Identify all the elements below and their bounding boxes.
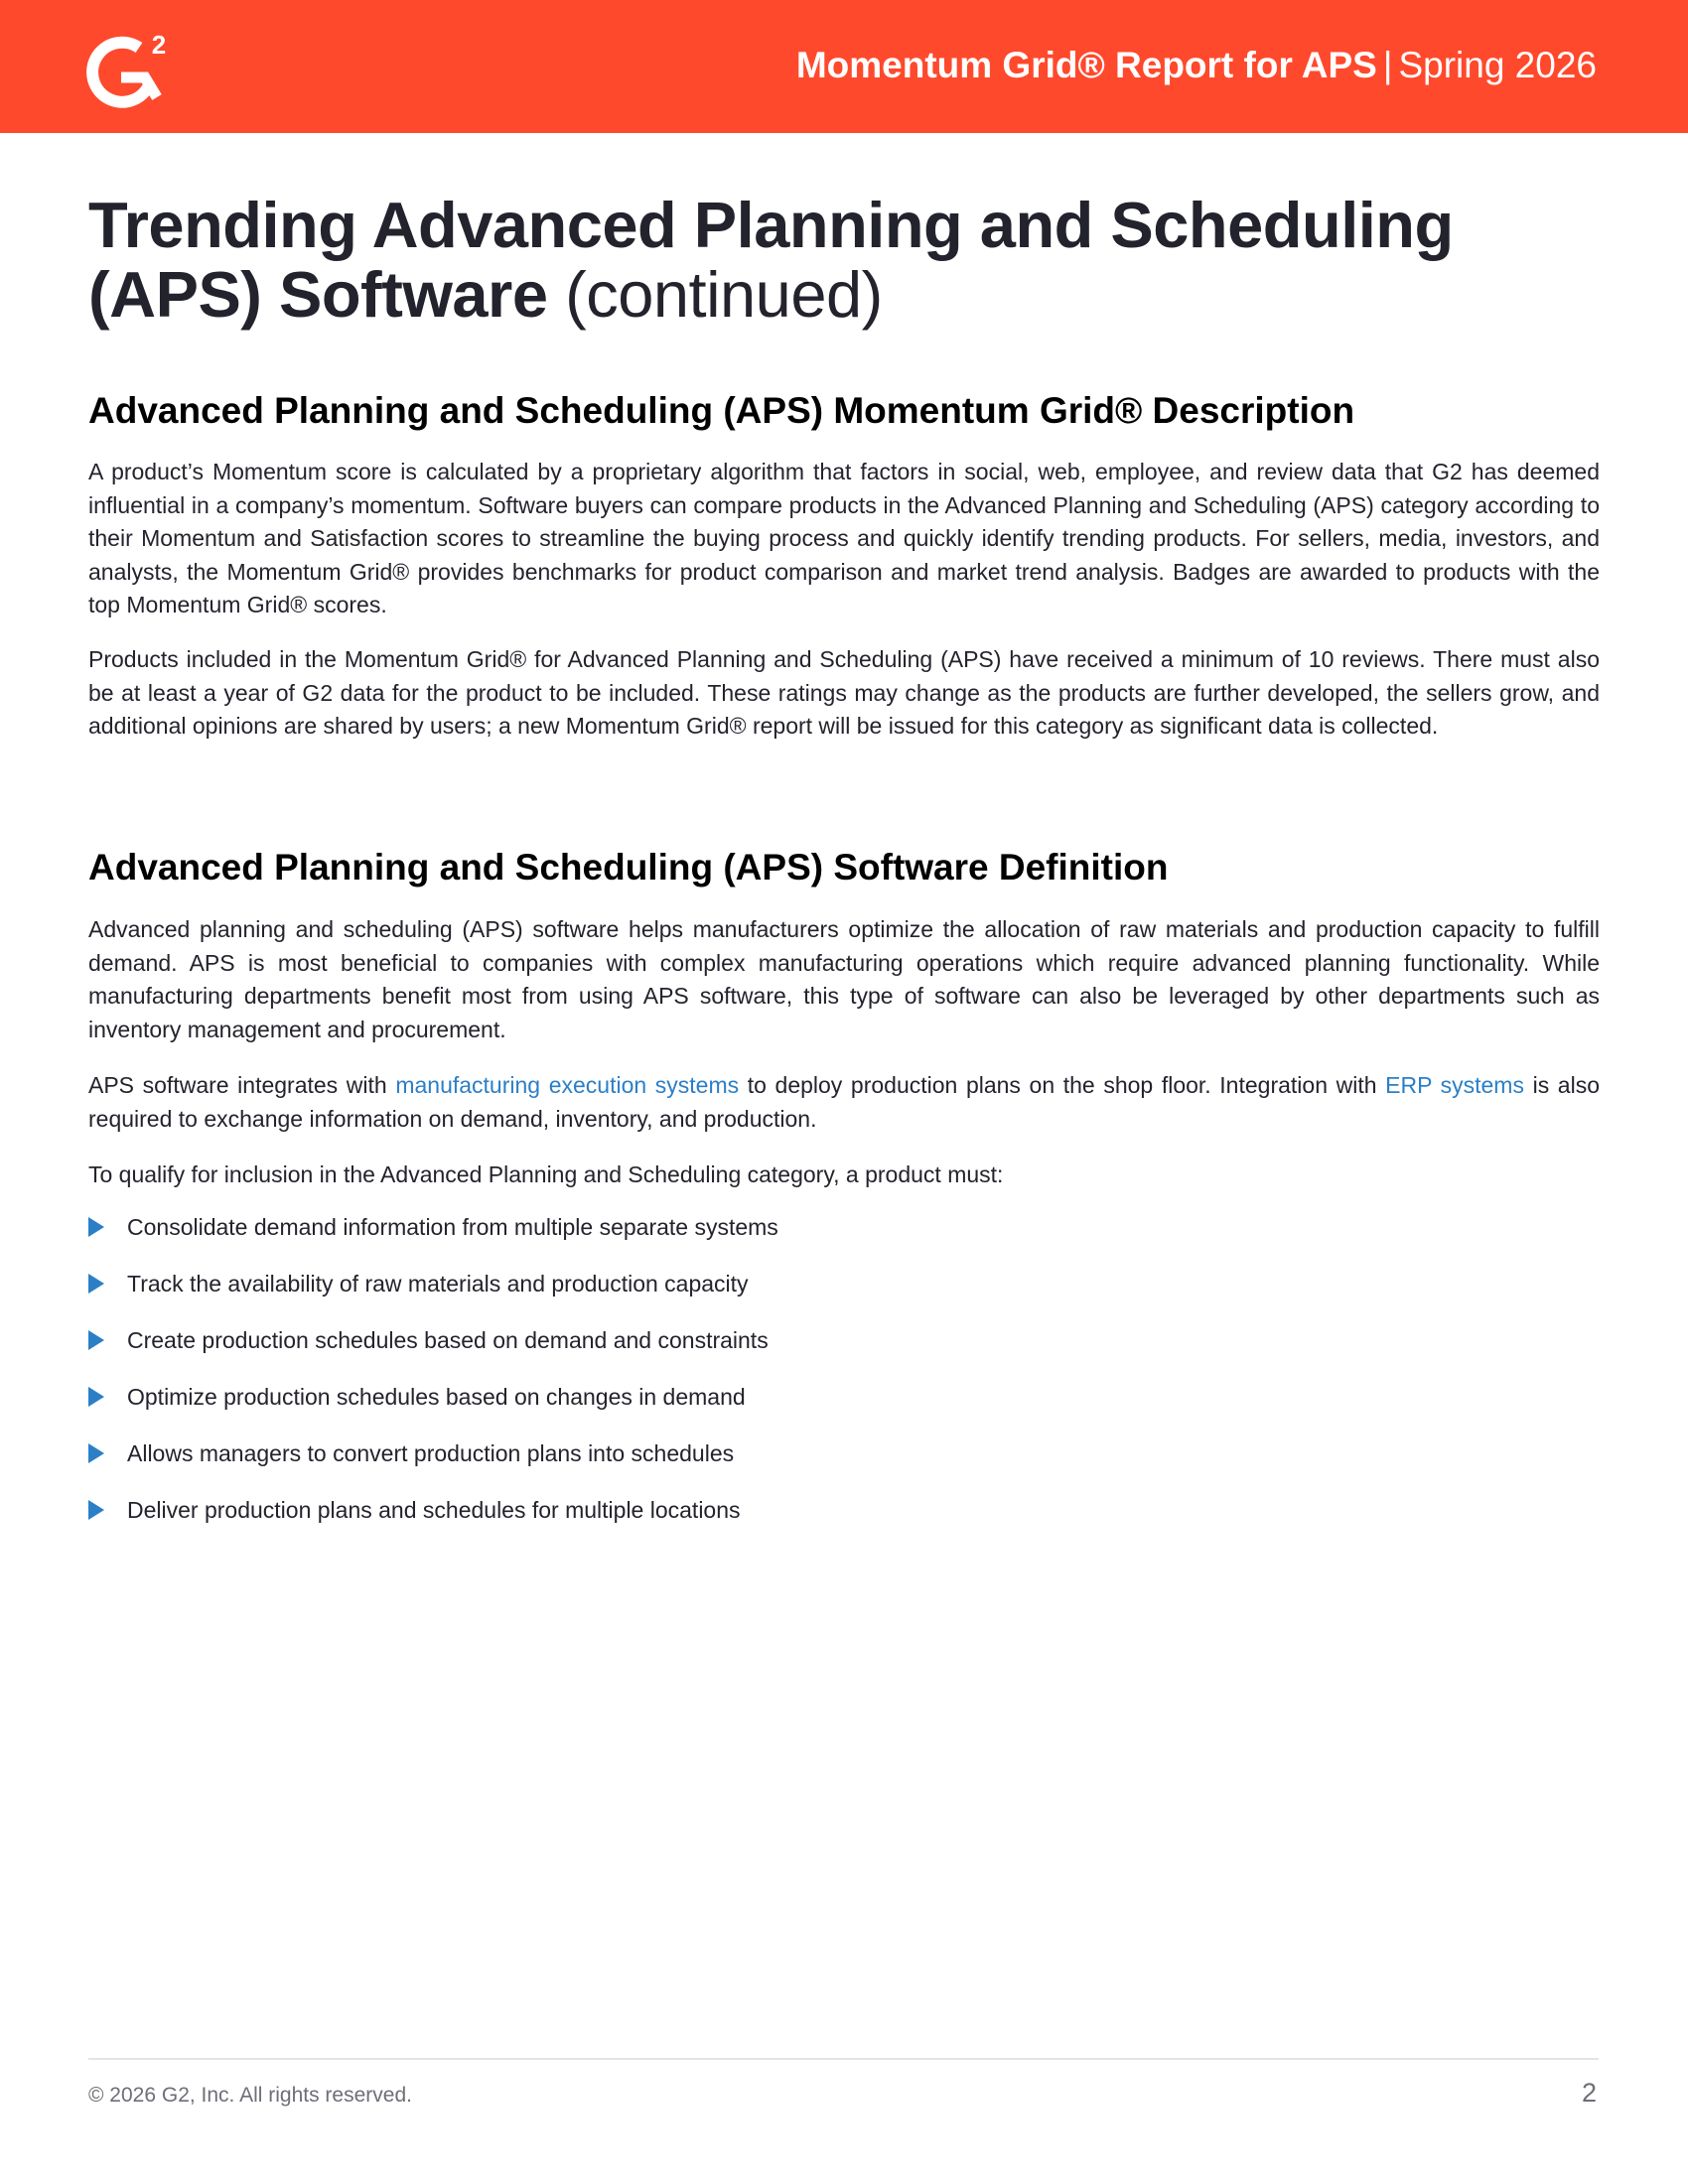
footer-copyright: © 2026 G2, Inc. All rights reserved.: [88, 2084, 412, 2107]
g2-logo: [85, 26, 175, 109]
report-header-title: [796, 40, 1597, 91]
definition-text-1: APS software integrates with: [88, 1072, 396, 1098]
definition-text-2: to deploy production plans on the shop floor. Integration with: [739, 1072, 1386, 1098]
description-paragraph-2: Products included in the Momentum Grid® for Advanced Planning and Scheduling (APS) have received a minimum of 10 reviews. There must also be at least a year of G2 data for the product to be included. These ratings may change as the products are further developed, the sellers grow, and additional opinions are shared by users; a new Momentum Grid® report will be issued for this category as significant data is collected.: [88, 646, 1600, 739]
definition-heading: Advanced Planning and Scheduling (APS) Software Definition: [88, 847, 1169, 887]
report-season: Spring 2026: [1398, 45, 1597, 85]
page-title-suffix: (continued): [565, 258, 883, 331]
definition-paragraph-2: [88, 1069, 1600, 1136]
header-separator: |: [1382, 45, 1393, 85]
definition-text-3: is also required to exchange information on demand, inventory, and production.: [88, 1072, 1601, 1132]
description-heading: Advanced Planning and Scheduling (APS) Momentum Grid® Description: [88, 390, 1355, 431]
criteria-item-label: Deliver production plans and schedules for multiple locations: [127, 1497, 741, 1523]
criteria-item: [88, 1436, 1478, 1493]
report-header: [0, 0, 1688, 133]
triangle-bullet-icon: [88, 1387, 104, 1407]
report-title: Momentum Grid® Report for APS: [795, 45, 1377, 85]
triangle-bullet-icon: [88, 1330, 104, 1350]
definition-paragraph-1: Advanced planning and scheduling (APS) software helps manufacturers optimize the allocation of raw materials and production capacity to fulfill demand. APS is most beneficial to companies with complex manufacturing operations which require advanced planning functionality. While manufacturing departments benefit most from using APS software, this type of software can also be leveraged by other departments such as inventory management and procurement.: [88, 916, 1600, 1042]
triangle-bullet-icon: [88, 1217, 104, 1237]
criteria-item-label: Optimize production schedules based on changes in demand: [127, 1384, 746, 1410]
page-title-main: Trending Advanced Planning and Scheduling (APS) Software: [88, 189, 1454, 331]
manufacturing-execution-systems-link[interactable]: manufacturing execution systems: [395, 1072, 740, 1098]
page-title: [88, 191, 1618, 330]
criteria-item: [88, 1493, 1478, 1550]
criteria-item: [88, 1267, 1478, 1323]
criteria-item-label: Allows managers to convert production plans into schedules: [127, 1440, 735, 1466]
criteria-item-label: Create production schedules based on demand and constraints: [127, 1327, 769, 1353]
criteria-item-label: Consolidate demand information from multiple separate systems: [127, 1214, 778, 1240]
criteria-intro: To qualify for inclusion in the Advanced Planning and Scheduling category, a product must:: [88, 1161, 1004, 1187]
triangle-bullet-icon: [88, 1443, 104, 1463]
description-paragraph-1: A product’s Momentum score is calculated by a proprietary algorithm that factors in social, web, employee, and review data that G2 has deemed influential in a company’s momentum. Software buyers can compare products in the Advanced Planning and Scheduling (APS) category according to their Momentum and Satisfaction scores to streamline the buying process and quickly identify trending products. For sellers, media, investors, and analysts, the Momentum Grid® provides benchmarks for product comparison and market trend analysis. Badges are awarded to products with the top Momentum Grid® scores.: [88, 459, 1600, 617]
criteria-item: [88, 1210, 1478, 1267]
triangle-bullet-icon: [88, 1500, 104, 1520]
criteria-item: [88, 1323, 1478, 1380]
page-number: 2: [1581, 2078, 1597, 2108]
criteria-list: [88, 1210, 1478, 1550]
footer-divider: [88, 2058, 1599, 2060]
svg-text:2: 2: [151, 30, 167, 60]
criteria-item: [88, 1380, 1478, 1436]
triangle-bullet-icon: [88, 1274, 104, 1294]
criteria-item-label: Track the availability of raw materials and production capacity: [127, 1271, 749, 1297]
erp-systems-link[interactable]: ERP systems: [1385, 1072, 1524, 1098]
